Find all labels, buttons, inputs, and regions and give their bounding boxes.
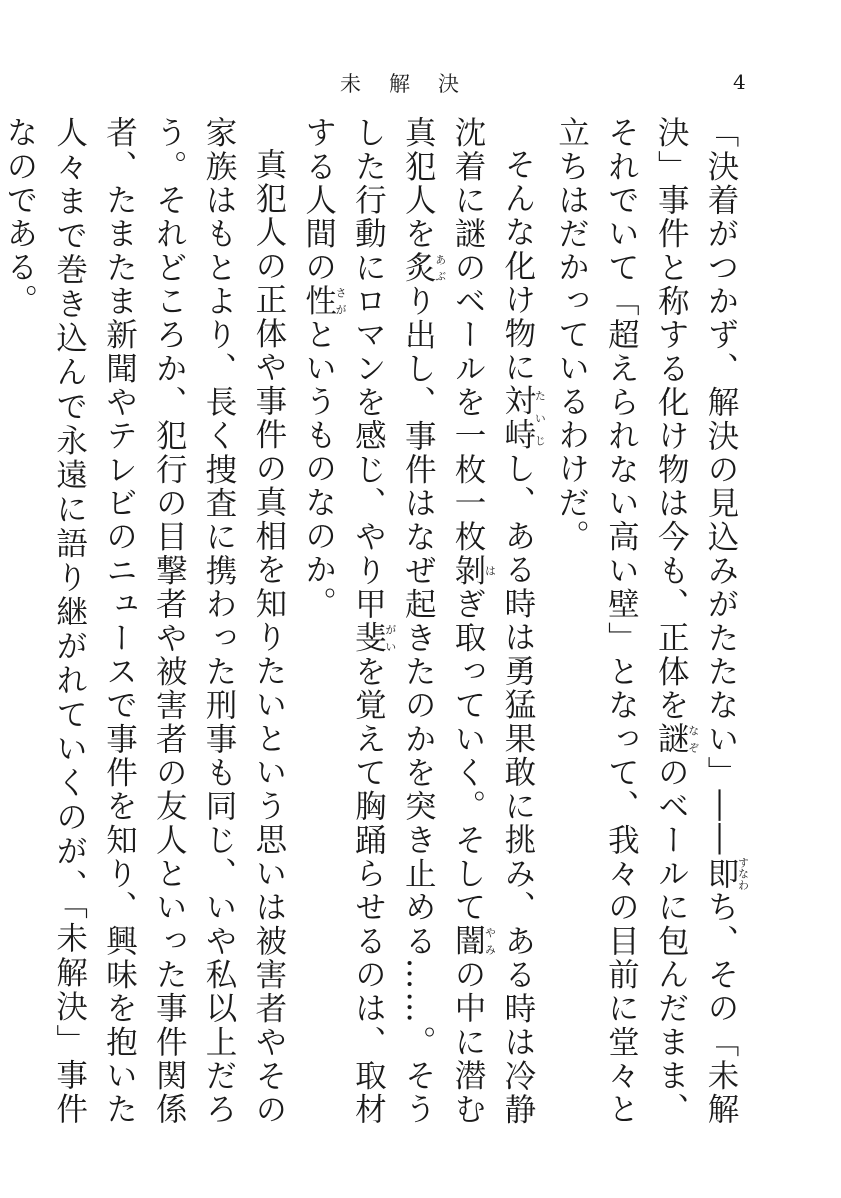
running-header-title: 未解決 xyxy=(340,72,487,96)
paragraph-1 xyxy=(546,116,749,1126)
text-run: 「決着がつかず、解決の見込みがたたない」―― xyxy=(703,116,739,857)
text-run: し、ある時は勇猛果敢に挑み、ある時は冷静沈着に謎のベールを一枚一枚 xyxy=(450,116,536,1127)
furigana-word: 対峙たいじ xyxy=(499,383,547,452)
text-run: の中に潜む真犯人を xyxy=(400,116,487,1126)
furigana-word: 性さが xyxy=(300,284,348,318)
text-run: ち、その「未解決」事件と称する化け物は今も、正体を xyxy=(653,116,739,1127)
vertical-text-body xyxy=(1,116,750,1127)
paragraph-3 xyxy=(0,116,293,1126)
page-number: 4 xyxy=(733,70,746,94)
text-run: のベールに包んだまま、それでいて「超えられない高い壁」となって、我々の目前に堂々と立ちはだかっているわけだ。 xyxy=(553,116,690,1126)
furigana-word: 謎なぞ xyxy=(653,722,700,756)
furigana-word: 闇やみ xyxy=(450,924,497,958)
text-run: ぎ取っていく。そして xyxy=(450,587,487,925)
text-run: そんな化け物に xyxy=(499,147,536,384)
furigana-word: 斐がい xyxy=(350,621,397,655)
text-run: 真犯人の正体や事件の真相を知りたいという思いは被害者やその家族はもとより、長く捜査に携わった刑事も同じ、いや私以上だろう。それどころか、犯行の目撃者や被害者の友人といった事件関係者、たまたま新聞やテレビのニュースで事件を知り、興味を抱いた人々まで巻き込んで永遠に語り継がれていくのが、「未解決」事件なのである。 xyxy=(1,116,287,1126)
furigana-word: 炙あぶ xyxy=(400,250,447,285)
paragraph-2 xyxy=(293,116,546,1126)
text-run: り出し、事件はなぜ起きたのかを突き止める……。そうした行動にロマンを感じ、やり甲 xyxy=(350,116,437,1126)
text-run: を覚えて胸踊らせるのは、取材する人間の xyxy=(300,116,387,1126)
furigana-word: 剝は xyxy=(450,553,497,588)
text-run: というものなのか。 xyxy=(300,317,337,621)
furigana-word: 即すなわ xyxy=(703,856,750,891)
